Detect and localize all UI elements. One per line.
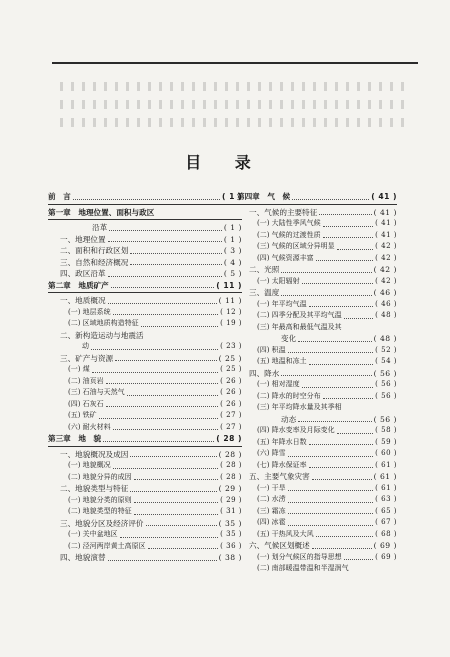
dot-leader [103, 440, 214, 442]
toc-entry-sub [237, 506, 397, 518]
toc-entry-page: ( 69 ) [375, 552, 397, 561]
dot-leader [148, 547, 218, 549]
toc-entry-page: ( 25 ) [220, 365, 242, 373]
toc-entry-label: (五) 年降水日数 [257, 437, 307, 446]
toc-entry-label: (二) 油页岩 [68, 376, 104, 385]
toc-entry-label: 动 [82, 342, 89, 350]
toc-entry-page: ( 48 ) [373, 334, 397, 343]
toc-entry-label: (六) 降雪 [257, 449, 286, 457]
toc-entry-label: (五) 干热风及大风 [257, 529, 314, 538]
dot-leader [134, 501, 218, 503]
toc-entry-page: ( 4 ) [223, 257, 242, 267]
toc-entry-label: (二) 区域地质构造特征 [68, 319, 139, 327]
toc-entry-page: ( 65 ) [375, 506, 397, 515]
dot-leader [323, 225, 373, 227]
toc-entry-section [48, 330, 242, 342]
toc-entry-page: ( 38 ) [218, 553, 242, 562]
dot-leader [281, 271, 371, 273]
toc-entry-sub [48, 495, 242, 507]
toc-entry-page: ( 69 ) [373, 541, 397, 550]
toc-entry-label: (二) 地貌分异的成因 [68, 472, 132, 481]
toc-entry-page: ( 1 ) [223, 223, 242, 232]
toc-entry-sub [237, 253, 397, 265]
toc-entry-page: ( 27 ) [220, 422, 242, 431]
toc-entry-page: ( 28 ) [220, 472, 242, 481]
dot-leader [130, 263, 222, 265]
toc-entry-label: (四) 气候资源丰富 [257, 253, 314, 262]
dot-leader [312, 478, 372, 480]
toc-entry-label: 四、政区沿革 [60, 269, 106, 278]
dot-leader [120, 536, 218, 538]
dot-leader [73, 198, 220, 200]
chapter-rule [237, 204, 397, 205]
toc-entry-sub [237, 310, 397, 322]
toc-entry-label: (二) 降水的时空分布 [257, 391, 321, 400]
toc-entry-page: ( 56 ) [375, 391, 397, 400]
toc-entry-sub [237, 391, 397, 403]
toc-entry-sub [48, 506, 242, 518]
toc-entry-label: 前 言 [48, 192, 71, 201]
toc-entry-chapter [48, 280, 242, 292]
toc-entry-label: (一) 煤 [68, 365, 90, 373]
page-title: 目 录 [185, 153, 265, 172]
dot-leader [298, 340, 371, 342]
toc-entry-label: (二) 地貌类型的特征 [68, 507, 132, 515]
toc-entry-label: (七) 降水保证率 [257, 460, 307, 469]
toc-entry-section [237, 368, 397, 380]
toc-entry-label: 第三章 地 貌 [48, 434, 102, 443]
toc-entry-sub [237, 230, 397, 242]
toc-entry-sub [48, 399, 242, 411]
dot-leader [298, 420, 371, 422]
toc-entry-label: 第二章 地质矿产 [48, 280, 109, 290]
toc-entry-cont [48, 222, 242, 234]
dot-leader [323, 236, 373, 238]
toc-entry-sub [237, 322, 397, 334]
dot-leader [337, 248, 373, 250]
toc-entry-section [48, 268, 242, 280]
dot-leader [130, 252, 222, 254]
toc-entry-page: ( 42 ) [373, 265, 397, 274]
toc-entry-label: 一、地理位置 [60, 234, 106, 244]
toc-entry-sub [237, 402, 397, 414]
toc-entry-sub [48, 307, 242, 319]
dot-leader [134, 478, 218, 480]
toc-entry-label: 第四章 气 候 [237, 192, 291, 201]
dot-leader [309, 466, 373, 468]
toc-entry-page: ( 52 ) [375, 345, 397, 354]
toc-entry-sub [237, 448, 397, 460]
toc-entry-page: ( 29 ) [218, 484, 242, 493]
dot-leader [146, 524, 217, 526]
toc-entry-sub [237, 483, 397, 495]
toc-entry-label: 四、降水 [249, 368, 280, 378]
dot-leader [108, 559, 217, 561]
toc-entry-label: (一) 干旱 [257, 483, 286, 492]
header-rule [52, 62, 418, 64]
toc-entry-page: ( 35 ) [218, 518, 242, 528]
dot-leader [130, 490, 216, 492]
toc-entry-page: ( 28 ) [216, 434, 242, 443]
dot-leader [316, 259, 373, 261]
toc-entry-label: (二) 南部暖温带温和半湿润气 [257, 564, 349, 572]
toc-entry-label: (一) 地貌分类的原则 [68, 495, 132, 504]
toc-entry-page: ( 11 ) [218, 296, 242, 305]
toc-entry-page: ( 56 ) [373, 368, 397, 378]
toc-entry-sub [237, 552, 397, 564]
toc-entry-section [237, 471, 397, 483]
toc-entry-label: (三) 石油与天然气 [68, 388, 125, 396]
toc-entry-section [48, 483, 242, 495]
toc-entry-section [237, 207, 397, 219]
toc-entry-page: ( 60 ) [375, 449, 397, 457]
toc-entry-page: ( 48 ) [375, 311, 397, 319]
dot-leader [288, 455, 373, 457]
dot-leader [115, 359, 216, 361]
toc-entry-chapter [237, 191, 397, 203]
dot-leader [92, 371, 218, 373]
toc-entry-label: (二) 泾河两岸黄土高原区 [68, 541, 146, 550]
chapter-rule [48, 219, 242, 220]
toc-entry-page: ( 61 ) [375, 483, 397, 492]
toc-entry-label: 一、气候的主要特征 [249, 207, 318, 217]
toc-entry-sub [237, 460, 397, 472]
toc-entry-cont [237, 333, 397, 345]
toc-entry-label: (一) 关中盆地区 [68, 530, 118, 538]
toc-entry-label: (四) 石灰石 [68, 399, 104, 408]
toc-entry-label: (一) 太阳辐射 [257, 276, 300, 285]
toc-entry-label: 三、温度 [249, 288, 280, 297]
toc-entry-page: ( 26 ) [220, 399, 242, 408]
dot-leader [316, 535, 373, 537]
dot-leader [288, 501, 373, 503]
toc-entry-label: (一) 地层系统 [68, 307, 111, 316]
toc-entry-page: ( 12 ) [220, 307, 242, 316]
dot-leader [302, 282, 373, 284]
toc-left-column [48, 191, 242, 564]
dot-leader [106, 405, 218, 407]
toc-entry-label: (二) 水涝 [257, 495, 286, 503]
toc-entry-page: ( 31 ) [220, 507, 242, 515]
dot-leader [323, 397, 373, 399]
toc-entry-sub [48, 460, 242, 472]
toc-entry-section [48, 449, 242, 461]
toc-entry-label: 二、面积和行政区划 [60, 246, 129, 255]
dot-leader [312, 547, 372, 549]
toc-entry-page: ( 41 ) [375, 219, 397, 227]
dot-leader [109, 229, 222, 231]
toc-entry-page: ( 46 ) [375, 299, 397, 308]
toc-entry-label: 一、地貌概况及成因 [60, 449, 129, 459]
toc-entry-chapter [48, 207, 242, 219]
toc-entry-page: ( 25 ) [218, 353, 242, 363]
toc-entry-sub [237, 241, 397, 253]
toc-entry-page: ( 3 ) [223, 246, 242, 255]
toc-entry-page: ( 61 ) [373, 472, 397, 481]
toc-entry-sub [237, 299, 397, 311]
toc-entry-page: ( 42 ) [375, 253, 397, 262]
toc-entry-chapter [48, 191, 242, 203]
toc-entry-label: 二、地貌类型与特征 [60, 484, 129, 493]
toc-entry-page: ( 26 ) [220, 376, 242, 385]
toc-entry-section [237, 264, 397, 276]
chapter-rule [48, 204, 242, 205]
toc-entry-label: 三、矿产与资源 [60, 353, 114, 363]
toc-entry-cont [237, 414, 397, 426]
toc-entry-page: ( 56 ) [375, 380, 397, 388]
toc-entry-sub [48, 376, 242, 388]
toc-entry-label: (四) 冰雹 [257, 518, 286, 526]
toc-entry-page: ( 35 ) [220, 530, 242, 538]
dot-leader [113, 428, 218, 430]
toc-entry-label: (一) 相对湿度 [257, 380, 300, 388]
toc-entry-label: 沿革 [92, 223, 108, 232]
chapter-rule [48, 292, 242, 293]
dot-leader [106, 382, 218, 384]
toc-entry-page: ( 56 ) [373, 414, 397, 424]
toc-entry-sub [237, 437, 397, 449]
toc-entry-page: ( 27 ) [220, 411, 242, 419]
toc-entry-label: (三) 年最高和最低气温及其 [257, 322, 342, 331]
toc-entry-label: 第一章 地理位置、面积与政区 [48, 207, 155, 217]
toc-entry-page: ( 28 ) [220, 461, 242, 469]
dot-leader [108, 275, 222, 277]
toc-entry-page: ( 41 ) [371, 192, 397, 201]
toc-entry-sub [237, 494, 397, 506]
toc-right-column [237, 191, 397, 575]
toc-entry-sub [48, 410, 242, 422]
toc-entry-page: ( 54 ) [375, 357, 397, 365]
dot-leader [111, 286, 214, 288]
toc-entry-sub [48, 472, 242, 484]
toc-entry-page: ( 68 ) [375, 529, 397, 538]
toc-entry-label: (二) 四季分配及其平均气温 [257, 311, 342, 319]
bleed-through-text [60, 82, 410, 91]
toc-entry-page: ( 41 ) [375, 230, 397, 239]
toc-entry-section [237, 540, 397, 552]
toc-entry-sub [237, 345, 397, 357]
toc-entry-cont-sub [48, 341, 242, 353]
toc-entry-page: ( 19 ) [220, 319, 242, 327]
toc-entry-sub [237, 425, 397, 437]
toc-entry-sub [48, 318, 242, 330]
toc-entry-page: ( 11 ) [216, 280, 242, 290]
toc-entry-page: ( 42 ) [375, 242, 397, 250]
dot-leader [130, 455, 216, 457]
toc-entry-label: 三、地貌分区及经济评价 [60, 518, 144, 528]
toc-entry-page: ( 46 ) [373, 288, 397, 297]
dot-leader [113, 467, 218, 469]
toc-entry-sub [48, 422, 242, 434]
dot-leader [309, 443, 373, 445]
dot-leader [288, 489, 373, 491]
toc-entry-label: 动态 [281, 414, 297, 424]
toc-entry-section [48, 518, 242, 530]
toc-entry-page: ( 63 ) [375, 495, 397, 503]
dot-leader [99, 417, 218, 419]
toc-entry-sub [237, 529, 397, 541]
dot-leader [302, 386, 373, 388]
dot-leader [292, 198, 369, 200]
toc-entry-sub [237, 517, 397, 529]
toc-entry-sub [48, 529, 242, 541]
dot-leader [141, 325, 218, 327]
toc-entry-label: 二、新构造运动与地震活 [60, 330, 144, 340]
toc-entry-page: ( 36 ) [220, 541, 242, 550]
toc-entry-label: (三) 年平均降水量及其季相 [257, 403, 342, 411]
toc-entry-page: ( 41 ) [373, 207, 397, 217]
dot-leader [344, 317, 373, 319]
dot-leader [319, 213, 371, 215]
bleed-through-text [60, 100, 410, 109]
toc-entry-label: (一) 划分气候区的指导思想 [257, 552, 342, 561]
toc-entry-section [48, 245, 242, 257]
toc-entry-sub [237, 563, 397, 575]
toc-entry-sub [237, 276, 397, 288]
toc-entry-label: 一、地质概况 [60, 296, 106, 305]
toc-entry-page: ( 61 ) [375, 460, 397, 469]
dot-leader [288, 351, 373, 353]
toc-entry-label: (五) 铁矿 [68, 411, 97, 419]
toc-entry-page: ( 1 ) [221, 192, 242, 201]
toc-entry-label: (四) 降水变率及月际变化 [257, 426, 335, 434]
dot-leader [281, 374, 371, 376]
toc-entry-page: ( 26 ) [220, 388, 242, 396]
toc-entry-label: (一) 年平均气温 [257, 299, 307, 308]
toc-entry-label: (六) 耐火材料 [68, 422, 111, 431]
dot-leader [309, 363, 373, 365]
dot-leader [91, 348, 218, 350]
toc-entry-page: ( 42 ) [375, 276, 397, 285]
dot-leader [337, 432, 373, 434]
bleed-through-text [60, 118, 410, 127]
dot-leader [127, 394, 218, 396]
toc-entry-label: (一) 大陆性季风气候 [257, 219, 321, 227]
toc-entry-sub [237, 218, 397, 230]
toc-entry-label: 二、光照 [249, 265, 280, 274]
toc-entry-section [237, 287, 397, 299]
dot-leader [134, 513, 218, 515]
toc-entry-section [48, 234, 242, 246]
toc-entry-sub [237, 379, 397, 391]
toc-entry-label: (二) 气候的过渡性质 [257, 230, 321, 239]
dot-leader [309, 305, 373, 307]
toc-entry-section [48, 257, 242, 269]
toc-entry-page: ( 28 ) [218, 449, 242, 459]
toc-entry-label: (四) 积温 [257, 345, 286, 354]
toc-entry-section [48, 295, 242, 307]
toc-entry-label: (三) 气候的区域分异明显 [257, 242, 335, 250]
toc-entry-page: ( 29 ) [220, 495, 242, 504]
toc-entry-page: ( 67 ) [375, 518, 397, 526]
toc-entry-section [48, 353, 242, 365]
dot-leader [108, 240, 222, 242]
dot-leader [108, 302, 217, 304]
toc-entry-page: ( 1 ) [223, 234, 242, 244]
toc-entry-sub [237, 356, 397, 368]
toc-entry-label: (五) 地温和冻土 [257, 357, 307, 365]
dot-leader [288, 524, 373, 526]
toc-entry-sub [48, 387, 242, 399]
dot-leader [281, 294, 371, 296]
toc-entry-page: ( 59 ) [375, 437, 397, 446]
toc-entry-label: 四、地貌演替 [60, 553, 106, 562]
dot-leader [288, 512, 373, 514]
toc-entry-label: 变化 [281, 334, 297, 343]
toc-entry-sub [48, 541, 242, 553]
toc-entry-label: (一) 地貌概况 [68, 461, 111, 469]
toc-entry-label: 三、自然和经济概况 [60, 257, 129, 267]
dot-leader [113, 313, 218, 315]
toc-entry-label: (三) 霜冻 [257, 506, 286, 515]
toc-entry-label: 五、主要气象灾害 [249, 472, 310, 481]
toc-entry-page: ( 5 ) [223, 269, 242, 278]
toc-entry-page: ( 58 ) [375, 426, 397, 434]
toc-entry-page: ( 23 ) [220, 342, 242, 350]
dot-leader [344, 558, 373, 560]
toc-entry-label: 六、气候区划概述 [249, 541, 310, 550]
chapter-rule [48, 446, 242, 447]
toc-entry-chapter [48, 433, 242, 445]
toc-entry-sub [48, 364, 242, 376]
toc-entry-section [48, 552, 242, 564]
